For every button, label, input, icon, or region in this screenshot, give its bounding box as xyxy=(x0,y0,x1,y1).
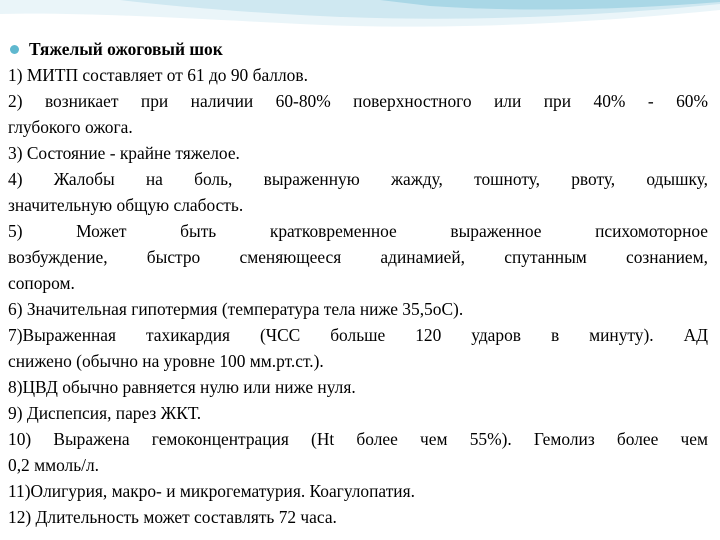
list-item: 8)ЦВД обычно равняется нулю или ниже нуля. xyxy=(8,377,356,397)
bullet-icon xyxy=(10,45,19,54)
list-item: 2) возникает при наличии 60-80% поверхностного или при 40% - 60% глубокого ожога. xyxy=(8,91,708,137)
list-item: 12) Длительность может составлять 72 часа. xyxy=(8,507,337,527)
list-item: 10) Выражена гемоконцентрация (Ht более чем 55%). Гемолиз более чем 0,2 ммоль/л. xyxy=(8,429,708,475)
list-item: 9) Диспепсия, парез ЖКТ. xyxy=(8,403,202,423)
list-item: 5) Может быть кратковременное выраженное психомоторное возбуждение, быстро сменяющееся адинамией, спутанным сознанием, сопором. xyxy=(8,221,708,293)
list-item: 11)Олигурия, макро- и микрогематурия. Коагулопатия. xyxy=(8,481,415,501)
header-wave-decoration xyxy=(0,0,720,40)
list-item: 6) Значительная гипотермия (температура тела ниже 35,5оС). xyxy=(8,299,464,319)
slide-title: Тяжелый ожоговый шок xyxy=(29,39,223,59)
list-item: 7)Выраженная тахикардия (ЧСС больше 120 ударов в минуту). АД снижено (обычно на уровне 100 мм.рт.ст.). xyxy=(8,325,708,371)
list-item: 3) Состояние - крайне тяжелое. xyxy=(8,143,240,163)
slide-heading xyxy=(8,36,708,62)
slide-body xyxy=(8,36,708,530)
list-item: 1) МИТП составляет от 61 до 90 баллов. xyxy=(8,65,308,85)
list-item: 4) Жалобы на боль, выраженную жажду, тошноту, рвоту, одышку, значительную общую слабость. xyxy=(8,169,708,215)
